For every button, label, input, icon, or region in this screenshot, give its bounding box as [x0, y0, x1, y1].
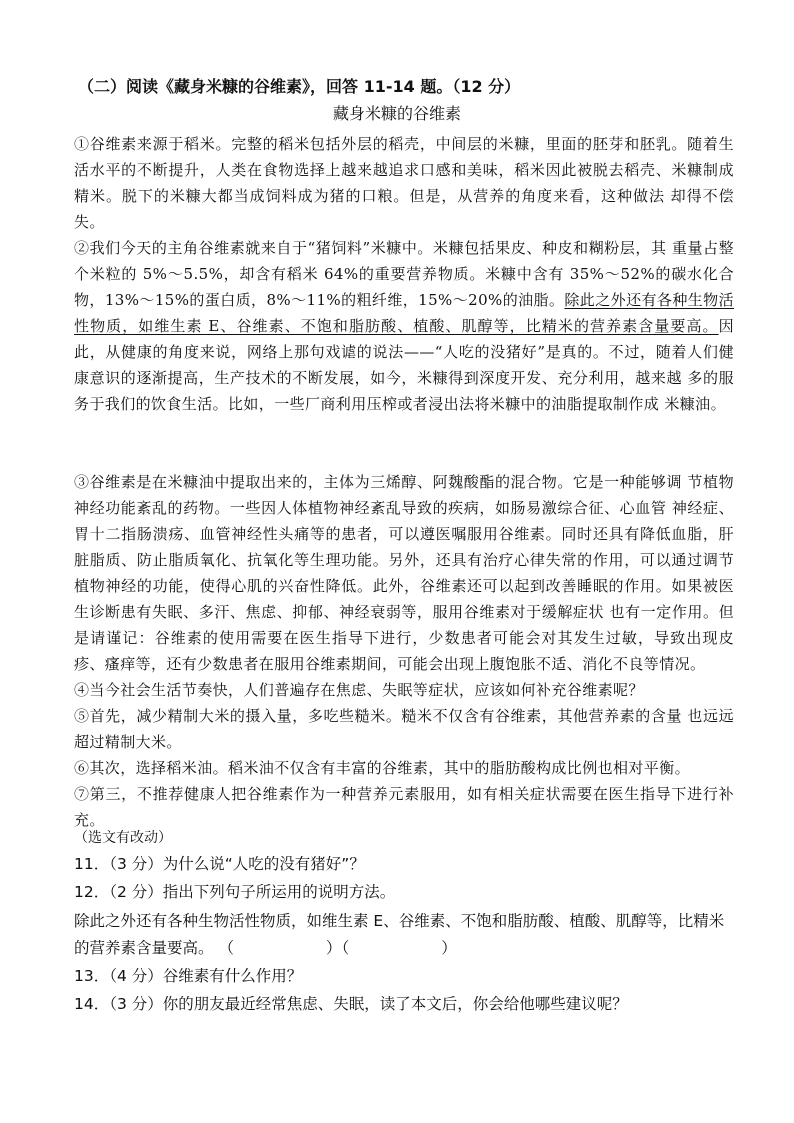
paragraph-2 — [74, 235, 734, 417]
paragraph-2-underlined-sentence: 除此之外还有各种生物活性物质，如维生素 E、谷维素、不饱和脂肪酸、植酸、肌醇等，比精米的营养素含量要高。 — [74, 291, 734, 335]
paragraph-1: ①谷维素来源于稻米。完整的稻米包括外层的稻壳，中间层的米糠，里面的胚芽和胚乳。随着生活水平的不断提升，人类在食物选择上越来越追求口感和美味，稻米因此被脱去稻壳、米糠制成精米。脱下的米糠大都当成饲料成为猪的口粮。但是，从营养的角度来看，这种做法 却得不偿失。 — [74, 135, 734, 231]
paragraph-2-part-b: 因此，从健康的角度来说，网络上那句戏谑的说法——“人吃的没猪好”是真的。不过，随着人们健康意识的逐渐提高，生产技术的不断发展，如今，米糠得到深度开发、充分利用，越来越 多的服务于我们的饮食生活。比如，一些厂商利用压榨或者浸出法将米糠中的油脂提取制作成 米糠油。 — [74, 317, 734, 413]
question-14: 14．（3 分）你的朋友最近经常焦虑、失眠，读了本文后，你会给他哪些建议呢？ — [74, 995, 628, 1013]
question-11: 11．（3 分）为什么说“人吃的没有猪好”？ — [74, 855, 365, 873]
article-title: 藏身米糠的谷维素 — [332, 104, 461, 123]
edit-note: （选文有改动） — [74, 830, 172, 846]
question-12: 12．（2 分）指出下列句子所运用的说明方法。 — [74, 883, 396, 901]
paragraph-3: ③谷维素是在米糠油中提取出来的，主体为三烯醇、阿魏酸酯的混合物。它是一种能够调 节植物神经功能紊乱的药物。一些因人体植物神经紊乱导致的疾病，如肠易激综合征、心血管 神经症、胃十二指肠溃疡、血管神经性头痛等的患者，可以遵医嘱服用谷维素。同时还具有降低血脂，肝脏脂质、防止脂质氧化、抗氧化等生理功能。另外，还具有治疗心律失常的作用，可以通过调节植物神经的功能，使得心肌的兴奋性降低。此外，谷维素还可以起到改善睡眠的作用。如果被医生诊断患有失眠、多汗、焦虑、抑郁、神经衰弱等，服用谷维素对于缓解症状 也有一定作用。但是请谨记：谷维素的使用需要在医生指导下进行，少数患者可能会对其发生过敏，导致出现皮疹、瘙痒等，还有少数患者在服用谷维素期间，可能会出现上腹饱胀不适、消化不良等情况。 — [74, 473, 734, 673]
paragraph-2-part-a: ②我们今天的主角谷维素就来自于“猪饲料”米糠中。米糠包括果皮、种皮和糊粉层，其 重量占整个米粒的 5%～5.5%，却含有稻米 64%的重要营养物质。米糠中含有 35%～52%的碳水化合物，13%～15%的蛋白质，8%～11%的粗纤维，15%～20%的油脂。 — [74, 239, 734, 309]
question-13: 13．（4 分）谷维素有什么作用？ — [74, 967, 303, 985]
question-12-sentence — [74, 908, 734, 962]
section-heading: （二）阅读《藏身米糠的谷维素》，回答 11-14 题。（12 分） — [78, 77, 521, 96]
question-12-sentence-text: 除此之外还有各种生物活性物质，如维生素 E、谷维素、不饱和脂肪酸、植酸、肌醇等，比精米的营养素含量要高。 — [74, 912, 725, 957]
answer-blank-2-open: （ — [341, 939, 350, 957]
answer-blank-1-open: （ — [218, 939, 234, 957]
paragraph-7: ⑦第三，不推荐健康人把谷维素作为一种营养元素服用，如有相关症状需要在医生指导下进行补充。 — [74, 785, 734, 829]
answer-blank-2-close: ） — [441, 939, 457, 957]
paragraph-4: ④当今社会生活节奏快，人们普遍存在焦虑、失眠等症状，应该如何补充谷维素呢？ — [74, 681, 644, 699]
paragraph-5: ⑤首先，减少精制大米的摄入量，多吃些糙米。糙米不仅含有谷维素，其他营养素的含量 也远远超过精制大米。 — [74, 707, 734, 751]
paragraph-6: ⑥其次，选择稻米油。稻米油不仅含有丰富的谷维素，其中的脂肪酸构成比例也相对平衡。 — [74, 759, 691, 777]
answer-blank-1-close: ） — [325, 939, 342, 957]
